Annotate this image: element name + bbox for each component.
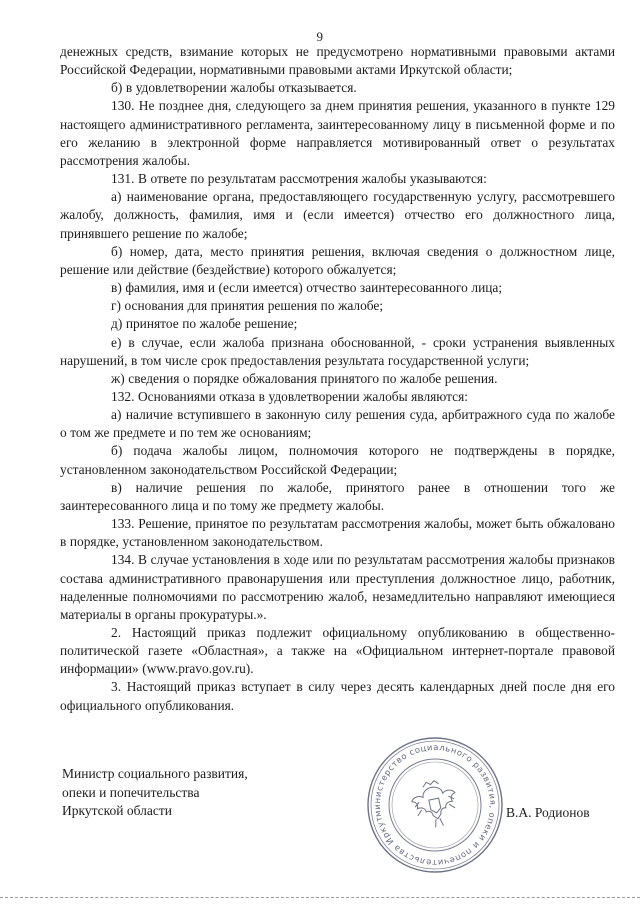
signatory-title (62, 765, 312, 821)
body-paragraph: д) принятое по жалобе решение; (111, 316, 298, 332)
seal-ring-text: министерство социального развития, опеки и попечительства Иркутской области (351, 741, 499, 869)
body-paragraph: 130. Не позднее дня, следующего за днем принятия решения, указанного в пункте 129 настоящего административного регламента, заинтересованному лицу в письменной форме и по его желанию в электронной форме направляется мотивированный ответ о результатах рассмотрения жалобы. (60, 98, 615, 168)
page-bottom-edge (0, 897, 640, 899)
body-paragraph: а) наименование органа, предоставляющего государственную услугу, рассмотревшего жалобу, должность, фамилия, имя и (если имеется) отчество его должностного лица, принявшего решение по жалобе; (60, 189, 615, 241)
body-paragraph: б) в удовлетворении жалобы отказывается. (111, 80, 357, 96)
body-paragraph: в) наличие решения по жалобе, принятого ранее в отношении того же заинтересованного лица и по тому же предмету жалобы. (60, 479, 615, 513)
document-body (60, 43, 615, 715)
signatory-name: В.А. Родионов (506, 805, 590, 820)
body-paragraph: 3. Настоящий приказ вступает в силу через десять календарных дней после дня его официального опубликования. (60, 679, 615, 713)
body-paragraph: б) номер, дата, место принятия решения, включая сведения о должностном лице, решение или действие (бездействие) которого обжалуется; (60, 243, 615, 277)
body-paragraph: б) подача жалобы лицом, полномочия которого не подтверждены в порядке, установленном законодательством Российской Федерации; (60, 443, 615, 477)
body-paragraph: 133. Решение, принятое по результатам рассмотрения жалобы, может быть обжаловано в порядке, установленном законодательством. (60, 516, 615, 550)
body-paragraph: в) фамилия, имя и (если имеется) отчество заинтересованного лица; (111, 280, 503, 296)
body-paragraph: г) основания для принятия решения по жалобе; (111, 298, 384, 314)
body-paragraph: 2. Настоящий приказ подлежит официальному опубликованию в общественно-политической газете «Областная», а также на «Официальном интернет-портале правовой информации» (www.pravo.gov.ru). (60, 625, 615, 677)
body-paragraph: 134. В случае установления в ходе или по результатам рассмотрения жалобы признаков состава административного правонарушения или преступления должностное лицо, работник, наделенные полномочиями по рассмотрению жалоб, незамедлительно направляют имеющиеся материалы в органы прокуратуры.». (60, 552, 615, 622)
signatory-title-line: опеки и попечительства (62, 784, 200, 800)
eagle-emblem-icon (408, 777, 461, 831)
official-seal (352, 722, 518, 888)
page-number: 9 (316, 29, 324, 44)
seal-graphic (352, 722, 518, 888)
body-paragraph: ж) сведения о порядке обжалования принятого по жалобе решения. (111, 370, 498, 386)
body-paragraph: денежных средств, взимание которых не предусмотрено нормативными правовыми актами Российской Федерации, нормативными правовыми актами Иркутской области; (60, 44, 615, 78)
signatory-title-line: Министр социального развития, (62, 766, 248, 781)
body-paragraph: 131. В ответе по результатам рассмотрения жалобы указываются: (111, 171, 487, 187)
svg-text:министерство социального разви (352, 722, 510, 882)
body-paragraph: е) в случае, если жалоба признана обоснованной, - сроки устранения выявленных нарушений, в том числе срок предоставления результата государственной услуги; (60, 334, 615, 368)
signatory-title-line: Иркутской области (62, 803, 173, 818)
body-paragraph: а) наличие вступившего в законную силу решения суда, арбитражного суда по жалобе о том же предмете и по тем же основаниям; (60, 407, 615, 441)
body-paragraph: 132. Основаниями отказа в удовлетворении жалобы являются: (111, 388, 468, 404)
